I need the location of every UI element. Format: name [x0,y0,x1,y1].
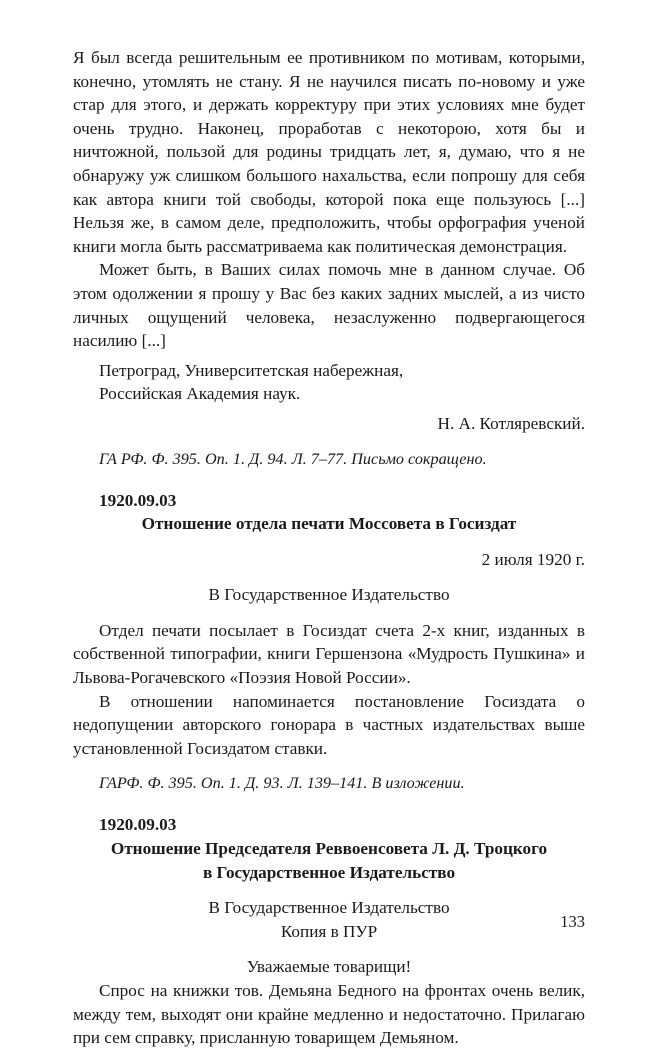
letter-paragraph-1: Я был всегда решительным ее противником по мотивам, которыми, конечно, утомлять не стану. Я не научился писать по-новому и уже стар для этого, и держать корректуру при этих условиях мне будет очень трудно. Наконец, проработав с некоторою, хотя бы и ничтожной, пользой для родины тридцать лет, я, думаю, что я не обнаружу уж слишком большого нахальства, если попрошу для себя как автора книги той свободы, которой пока еще пользуюсь [...] Нельзя же, в самом деле, предположить, чтобы орфография ученой книги могла быть рассматриваема как политическая демонстрация. [73,48,585,256]
signature: Н. А. Котляревский. [437,413,585,433]
entry-title-3-line-2: в Государственное Издательство [202,862,456,882]
entry2-paragraph-1: Отдел печати посылает в Госиздат счета 2-х книг, изданных в собственной типографии, книги Гершензона «Мудрость Пушкина» и Львова-Рогачевского «Поэзия Новой России». [73,620,585,688]
entry-date-2: 1920.09.03 [99,490,177,510]
entry2-paragraph-2: В отношении напоминается постановление Госиздата о недопущении авторского гонорара в частных издательствах выше установленной Госиздатом ставки. [73,691,585,758]
entry-date-3: 1920.09.03 [99,815,177,835]
greeting-3: Уважаемые товарищи! [246,957,412,977]
address-line-2: Российская Академия наук. [99,384,301,404]
address-line-1: Петроград, Университетская набережная, [99,360,404,380]
copy-note-3: Копия в ПУР [280,921,378,941]
letter-paragraph-2: Может быть, в Ваших силах помочь мне в данном случае. Об этом одолжении я прошу у Вас без каких задних мыслей, а из чисто личных ощущений человека, незаслуженно подвергающегося насилию [...] [73,260,585,351]
archive-source-1: ГА РФ. Ф. 395. Оп. 1. Д. 94. Л. 7–77. Письмо сокращено. [99,449,487,468]
page-number: 133 [560,912,585,931]
entry-title-2: Отношение отдела печати Моссовета в Госиздат [141,514,517,534]
letter-date-2: 2 июля 1920 г. [481,549,585,569]
archive-source-2: ГАРФ. Ф. 395. Оп. 1. Д. 93. Л. 139–141. В изложении. [99,774,465,793]
document-page [73,46,585,1050]
entry3-paragraph-1: Спрос на книжки тов. Демьяна Бедного на фронтах очень велик, между тем, выходят они крайне медленно и недостаточно. Прилагаю при сем справку, присланную товарищем Демьяном. [73,981,585,1048]
entry-title-3-line-1: Отношение Председателя Реввоенсовета Л. Д. Троцкого [110,839,548,859]
addressee-3: В Государственное Издательство [208,898,450,918]
addressee-2: В Государственное Издательство [208,585,450,605]
